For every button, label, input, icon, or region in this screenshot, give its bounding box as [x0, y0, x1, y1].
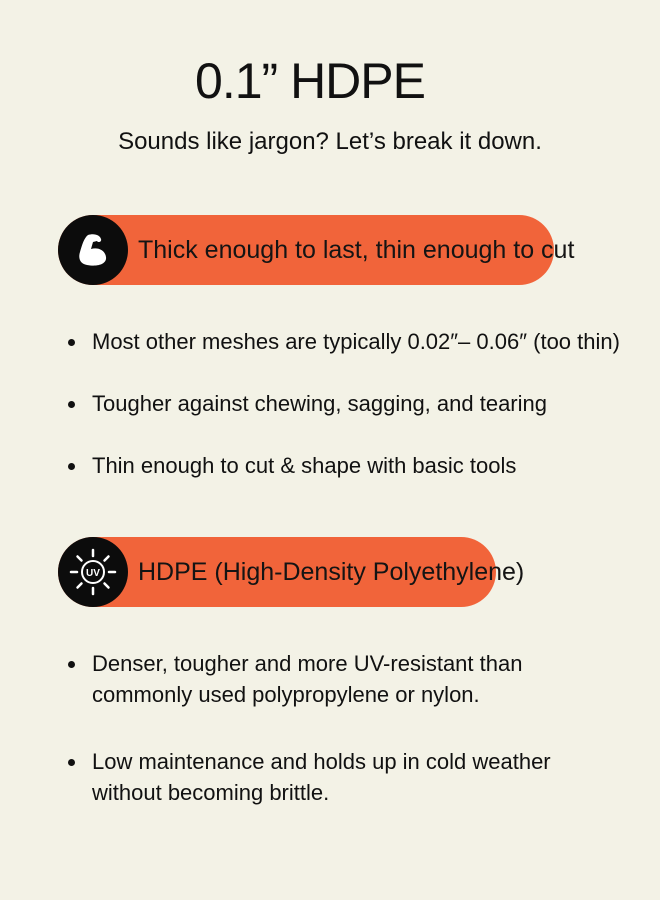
section-heading-label: HDPE (High-Density Polyethylene) [138, 558, 525, 586]
list-item: Denser, tougher and more UV-resistant than commonly used polypropylene or nylon. [68, 648, 532, 710]
page-subtitle: Sounds like jargon? Let’s break it down. [118, 128, 542, 155]
bullet-list-hdpe [68, 648, 648, 808]
uv-sun-icon [58, 537, 128, 607]
list-item: Low maintenance and holds up in cold weather without becoming brittle. [68, 746, 572, 808]
section-heading-hdpe [58, 537, 525, 607]
page-title: 0.1” HDPE [195, 53, 425, 109]
list-item: Tougher against chewing, sagging, and tearing [68, 388, 648, 419]
section-heading-thickness [58, 215, 575, 285]
section-heading-label: Thick enough to last, thin enough to cut [138, 236, 575, 264]
bullet-list-thickness [68, 326, 648, 481]
list-item: Most other meshes are typically 0.02″– 0.06″ (too thin) [68, 326, 648, 357]
list-item: Thin enough to cut & shape with basic tools [68, 450, 648, 481]
flexed-arm-icon [58, 215, 128, 285]
uv-icon-text: UV [86, 568, 100, 579]
